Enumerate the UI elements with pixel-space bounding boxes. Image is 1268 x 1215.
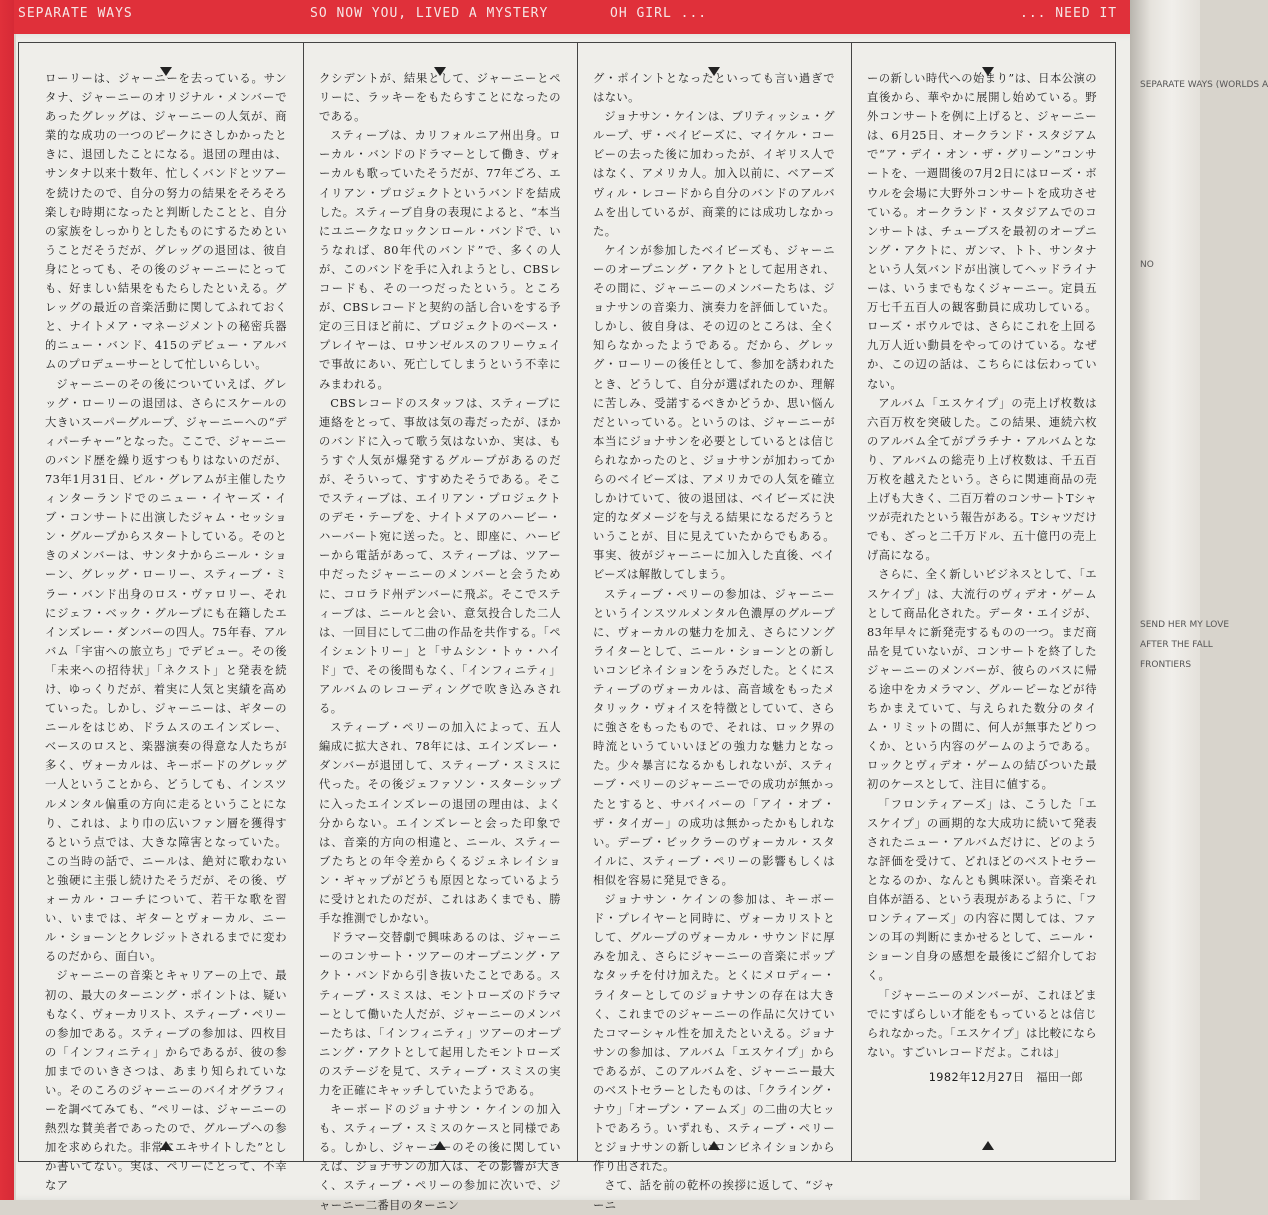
article-frame [18,42,1116,1212]
paragraph: ケインが参加したベイビーズも、ジャーニーのオープニング・アクトとして起用され、その間に、ジャーニーのメンバーたちは、ジョナサンの音楽力、演奏力を評価していた。しかし、彼自身は、その辺のところは、全く知らなかったようである。だから、グレッグ・ローリーの後任として、参加を誘われたとき、どうして、自分が選ばれたのか、理解に苦しみ、受諾するべきかどうか、思い悩んだといっている。というのは、ジャーニーが本当にジョナサンを必要としているとは信じられなかったのと、ジョナサンが加わってからのベイビーズは、アメリカでの人気を確立しかけていて、彼の退団は、ベイビーズに決定的なダメージを与える結果になるだろうということが、目に見えていたからでもある。事実、彼がジャーニーに加入した直後、ベイビーズは解散してしまう。 [593,243,835,582]
spine-label: AFTER THE FALL [1140,640,1213,650]
spine-label: FRONTIERS [1140,660,1192,670]
article-column-3 [593,69,835,1212]
header-lyric-far-right: ... NEED IT [1020,6,1118,21]
paragraph: ジャーニーのその後についていえば、グレッグ・ローリーの退団は、さらにスケールの大きいスーパーグループ、ジャーニーへの“ディパーチャー”となった。ここで、ジャーニーのバンド歴を繰り返すつもりはないのだが、73年1月31日、ビル・グレアムが主催したウィンターランドでのニュー・イヤーズ・イブ・コンサートに出演したジャム・セッション・グループからスタートしている。そのときのメンバーは、サンタナからニール・ショーン、グレッグ・ローリー、スティーブ・ミラー・バンド出身のロス・ヴァロリー、それにジェフ・ベック・グループにも在籍したエインズレー・ダンバーの四人。75年春、アルバム「宇宙への旅立ち」でデビュー。その後「未来への招待状」「ネクスト」と発表を続け、ゆっくりだが、着実に人気と実績を高めていった。しかし、ジャーニーは、ギターのニールをはじめ、ドラムスのエインズレー、ベースのロスと、楽器演奏の得意な人たちが多く、ヴォーカルは、キーボードのグレッグ一人ということから、どうしても、インスツルメンタル偏重の方向に走るということになり、これは、より巾の広いファン層を獲得するという点では、大きな障害となっていた。この当時の話で、ニールは、絶対に歌わないと強硬に主張し続けたそうだが、その後、ヴォーカル・コーチについて、若干な歌を習い、いまでは、ギターとヴォーカル、ニール・ショーンとクレジットされるまでに変わるのだから、面白い。 [45,377,287,964]
spine-label: SEND HER MY LOVE [1140,620,1230,630]
spine-label: NO [1140,260,1154,270]
paragraph: キーボードのジョナサン・ケインの加入も、スティーブ・スミスのケースと同様である。しかし、ジャーニーのその後に関していえば、ジョナサンの加入は、その影響が大きく、スティーブ・ペリーの参加に次いで、ジャーニー二番目のターニン [319,1103,561,1212]
paragraph: ローリーは、ジャーニーを去っている。サンタナ、ジャーニーのオリジナル・メンバーであったグレッグは、ジャーニーの人気が、商業的な成功の一つのピークにさしかかったときに、退団したことになる。退団の理由は、サンタナ以来十数年、忙しくバンドとツアーを続けたので、自分の努力の結果をそろそろ楽しむ時期になったと判断したことと、自分の家族をしっかりとしたものにするためということだそうだが、グレッグの退団は、彼自身にとっても、その後のジャーニーにとっても、好ましい結果をもたらしたといえる。グレッグの最近の音楽活動に関してふれておくと、ナイトメア・マネージメントの秘密兵器的ニュー・バンド、415のデビュー・アルバムのプロデューサーとして忙しいらしい。 [45,72,287,372]
red-left-edge [0,0,14,1200]
paragraph: 「ジャーニーのメンバーが、これほどまでにすばらしい才能をもっているとは信じられなかった。「エスケイプ」は比較にならない。すごいレコードだよ。これは」 [867,988,1097,1059]
paragraph: ドラマー交替劇で興味あるのは、ジャーニーのコンサート・ツアーのオープニング・アクト・バンドから引き抜いたことである。スティーブ・スミスは、モントローズのドラマーとして働いた人だが、ジャーニーのメンバーたちは、「インフィニティ」ツアーのオープニング・アクトとして起用したモントローズのステージを見て、スティーブ・スミスの実力を正確にキャッチしていたようである。 [319,931,561,1097]
paragraph: さらに、全く新しいビジネスとして、「エスケイプ」は、大流行のヴィデオ・ゲームとして商品化された。データ・エイジが、83年早々に新発売するものの一つ。まだ商品を見ていないが、コンサートを終了したジャーニーのメンバーが、彼らのバスに帰る途中をカメラマン、グルーピーなどが待ちかまえていて、与えられた数分のタイム・リミットの間に、何人が無事たどりつくか、という内容のゲームのようである。ロックとヴィデオ・ゲームの結びついた最初のケースとして、注目に値する。 [867,568,1097,792]
paragraph: スティーブは、カリフォルニア州出身。ローカル・バンドのドラマーとして働き、ヴォーカルも歌っていたそうだが、77年ごろ、エイリアン・プロジェクトというバンドを結成した。スティーブ自身の表現によると、“本当にユニークなロックンロール・バンドで、いうなれば、80年代のバンド”で、多くの人が、このバンドを手に入れようとし、CBSレコードも、その一つだったという。ところが、CBSレコードと契約の話し合いをする予定の三日ほど前に、プロジェクトのベース・プレイヤーは、ロサンゼルスのフリーウェイで事故にあい、死亡してしまうという不幸にみまわれる。 [319,129,561,391]
paragraph: グ・ポイントとなったといっても言い過ぎではない。 [593,72,835,105]
paragraph: クシデントが、結果として、ジャーニーとペリーに、ラッキーをもたらすことになったのである。 [319,72,561,124]
paragraph: ジョナサン・ケインの参加は、キーボード・プレイヤーと同時に、ヴォーカリストとして、グループのヴォーカル・サウンドに厚みを加え、さらにジャーニーの音楽にポップなタッチを付け加えた。とくにメロディー・ライターとしてのジョナサンの存在は大きく、これまでのジャーニーの作品に欠けていたコマーシャル性を加えたといえる。ジョナサンの参加は、アルバム「エスケイプ」からであるが、このアルバムを、ジャーニー最大のベストセラーとしたものは、「クライング・ナウ」「オープン・アームズ」の二曲の大ヒットであろう。いずれも、スティーブ・ペリーとジョナサンの新しいコンビネイションから作り出された。 [593,893,835,1174]
author-signature: 1982年12月27日 福田一郎 [928,1070,1083,1084]
paragraph: アルバム「エスケイプ」の売上げ枚数は六百万枚を突破した。この結果、連続六枚のアルバム全てがプラチナ・アルバムとなり、アルバムの総売り上げ枚数は、千五百万枚を越えたという。さらに関連商品の売上げも大きく、二百万着のコンサートTシャツが売れたという報告がある。Tシャツだけでも、ざっと二千万ドル、五十億円の売上げ高になる。 [867,396,1097,563]
column-divider [577,43,578,1161]
paragraph: ーの新しい時代への始まり”は、日本公演の直後から、華やかに展開し始めている。野外コンサートを例に上げると、ジャーニーは、6月25日、オークランド・スタジアムで“ア・デイ・オン・ザ・グリーン”コンサートを、一週間後の7月2日にはローズ・ボウルを会場に大野外コンサートを成功させている。オークランド・スタジアムでのコンサートは、チューブスを最初のオープニング・アクトに、ガンマ、トト、サンタナという人気バンドが出演してヘッドライナーは、いうまでもなくジャーニー。定員五万七千五百人の観客動員に成功している。ローズ・ボウルでは、さらにこれを上回る九万人近い動員をやってのけている。なぜか、この辺の話は、こちらには伝わっていない。 [867,72,1097,391]
spine-label: SEPARATE WAYS (WORLDS A [1140,80,1268,90]
column-divider [303,43,304,1161]
paragraph: 「フロンティアーズ」は、こうした「エスケイプ」の画期的な大成功に続いて発表されたニュー・アルバムだけに、どのような評価を受けて、どれほどのベストセラーとなるのか、なんとも興味深い。音楽それ自体が語る、という表現があるように、「フロンティアーズ」の内容に関しては、ファンの耳の判断にまかせるとして、ニール・ショーン自身の感想を最後にご紹介しておく。 [867,797,1097,983]
header-song-title: SEPARATE WAYS [18,6,133,21]
article-column-1 [45,69,287,1193]
article-column-2 [319,69,561,1212]
paragraph: ジョナサン・ケインは、ブリティッシュ・グループ、ザ・ベイビーズに、マイケル・コービーの去った後に加わったが、イギリス人ではなく、アメリカ人。加入以前に、ベアーズヴィル・レコードから自分のバンドのアルバムを出しているが、商業的には成功しなかった。 [593,110,835,238]
paragraph: スティーブ・ペリーの加入によって、五人編成に拡大され、78年には、エインズレー・ダンバーが退団して、スティーブ・スミスに代った。その後ジェファソン・スターシップに入ったエインズレーの退団の理由は、よく分からない。エインズレーと会った印象では、音楽的方向の相違と、ニール、スティーブたちとの年令差からくるジェネレイション・ギャップがどうも原因となっているように受けとれたのだが、これはあくまでも、勝手な推測でしかない。 [319,721,561,926]
paragraph: スティーブ・ペリーの参加は、ジャーニーというインスツルメンタル色濃厚のグループに、ヴォーカルの魅力を加え、さらにソングライターとして、ニール・ショーンとの新しいコンビネイションをうみだした。とくにスティーブのヴォーカルは、高音域をもったメタリック・ヴォイスを特徴としていて、さらに強さをもったもので、それは、ロック界の時流というていいほどの強力な魅力となった。少々暴言になるかもしれないが、スティーブ・ペリーのジャーニーでの成功が無かったとすると、サバイバーの「アイ・オブ・ザ・タイガー」の成功は無かったかもしれない。デーブ・ビックラーのヴォーカル・スタイルに、スティーブ・ペリーの影響もしくは相似を容易に発見できる。 [593,587,835,887]
article-column-4 [867,69,1097,1119]
column-divider [851,43,852,1161]
paragraph: ジャーニーの音楽とキャリアーの上で、最初の、最大のターニング・ポイントは、疑いもなく、ヴォーカリスト、スティーブ・ペリーの参加である。スティーブの参加は、四枚目の「インフィニティ」からであるが、彼の参加までのいきさつは、あまり知られていない。そのころのジャーニーのバイオグラフィーを調べてみても、“ペリーは、ジャーニーの熱烈な賛美者であったので、グループへの参加を求められた。非常にエキサイトした”としか書いてない。実は、ペリーにとって、不幸なア [45,969,287,1193]
triangle-marker-icon [982,1141,994,1150]
header-lyric-center: SO NOW YOU, LIVED A MYSTERY [310,6,549,21]
paragraph: CBSレコードのスタッフは、スティーブに連絡をとって、事故は気の毒だったが、ほかのバンドに入って歌う気はないか、実は、もうすぐ人気が爆発するグループがあるのだが、そういって、すすめたそうである。そこでスティーブは、エイリアン・プロジェクトのデモ・テープを、ナイトメアのハービー・ハーバート宛に送った。と、即座に、ハービーから電話があって、スティーブは、ツアー中だったジャーニーのメンバーと会うために、コロラド州デンバーに飛ぶ。そこでスティーブは、ニールと会い、意気投合した二人は、一回目にして二曲の作品を共作する。「ペイシェントリー」と「サムシン・トゥ・ハイド」で、その後間もなく、「インフィニティ」アルバムのレコーディングで吹き込みされる。 [319,396,561,716]
paragraph: さて、話を前の乾杯の挨拶に返して、“ジャーニ [593,1179,835,1212]
header-lyric-right: OH GIRL ... [610,6,708,21]
